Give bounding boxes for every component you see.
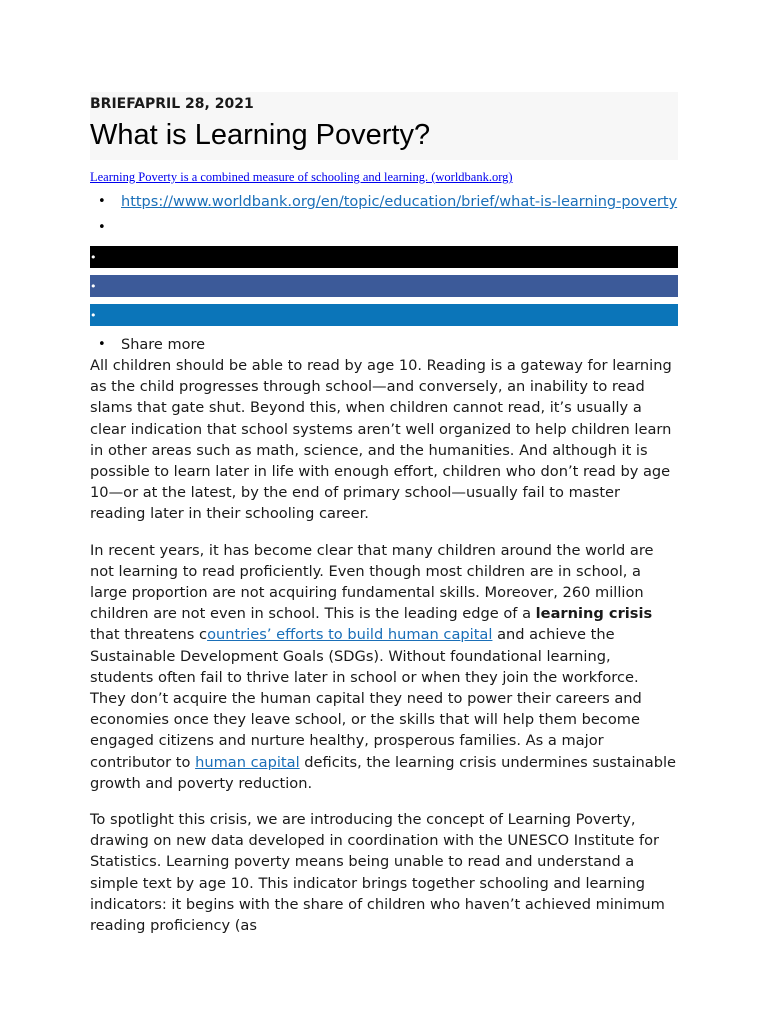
- share-empty-item: [90, 218, 678, 238]
- share-list: [90, 192, 678, 355]
- bullet-icon: •: [90, 251, 97, 264]
- p2-text-d: deficits, the learning crisis undermines sustainable growth and poverty reduction.: [90, 753, 677, 792]
- share-x-button[interactable]: [90, 246, 678, 268]
- article-header: [90, 92, 678, 160]
- p2-text-c: and achieve the Sustainable Development Goals (SDGs). Without foundational learning, students often fail to thrive later in school or when they join the workforce. They don’t acquire the human capital they need to power their careers and economies once they leave school, or the skills that will help them become engaged citizens and nurture healthy, prosperous families. As a major contributor to: [90, 626, 642, 771]
- body-paragraph-2: [90, 540, 678, 794]
- human-capital-link[interactable]: human capital: [195, 753, 300, 771]
- bullet-icon: •: [98, 194, 106, 209]
- article-url-link[interactable]: https://www.worldbank.org/en/topic/education/brief/what-is-learning-poverty: [121, 194, 678, 210]
- share-more-label: Share more: [121, 337, 206, 353]
- human-capital-efforts-link[interactable]: ountries’ efforts to build human capital: [207, 626, 493, 644]
- p2-text-a: In recent years, it has become clear that many children around the world are not learning to read proficiently. Even though most children are in school, a large proportion are not acquiring fundamental skills. Moreover, 260 million children are not even in school. This is the leading edge of a: [90, 541, 654, 623]
- bullet-icon: •: [90, 309, 97, 322]
- page-title: What is Learning Poverty?: [90, 119, 431, 151]
- share-facebook-button[interactable]: [90, 275, 678, 297]
- body-paragraph-1: All children should be able to read by age 10. Reading is a gateway for learning as the child progresses through school—and conversely, an inability to read slams that gate shut. Beyond this, when children cannot read, it’s usually a clear indication that school systems aren’t well organized to help children learn in other areas such as math, science, and the humanities. And although it is possible to learn later in life with enough effort, children who don’t read by age 10—or at the latest, by the end of primary school—usually fail to master reading later in their schooling career.: [90, 357, 672, 523]
- brief-date-line: BRIEFAPRIL 28, 2021: [90, 96, 254, 112]
- share-more-item[interactable]: [90, 335, 678, 355]
- source-link[interactable]: Learning Poverty is a combined measure of schooling and learning. (worldbank.org): [90, 170, 513, 184]
- bullet-icon: •: [90, 280, 97, 293]
- p2-text-b: that threatens c: [90, 626, 208, 644]
- share-linkedin-button[interactable]: [90, 304, 678, 326]
- share-url-item: [90, 192, 678, 212]
- bullet-icon: •: [98, 337, 106, 352]
- bullet-icon: •: [98, 220, 106, 235]
- document-page: [90, 92, 678, 936]
- learning-crisis-bold: learning crisis: [535, 605, 653, 623]
- body-paragraph-3: To spotlight this crisis, we are introducing the concept of Learning Poverty, drawing on new data developed in coordination with the UNESCO Institute for Statistics. Learning poverty means being unable to read and understand a simple text by age 10. This indicator brings together schooling and learning indicators: it begins with the share of children who haven’t achieved minimum reading proficiency (as: [90, 811, 665, 935]
